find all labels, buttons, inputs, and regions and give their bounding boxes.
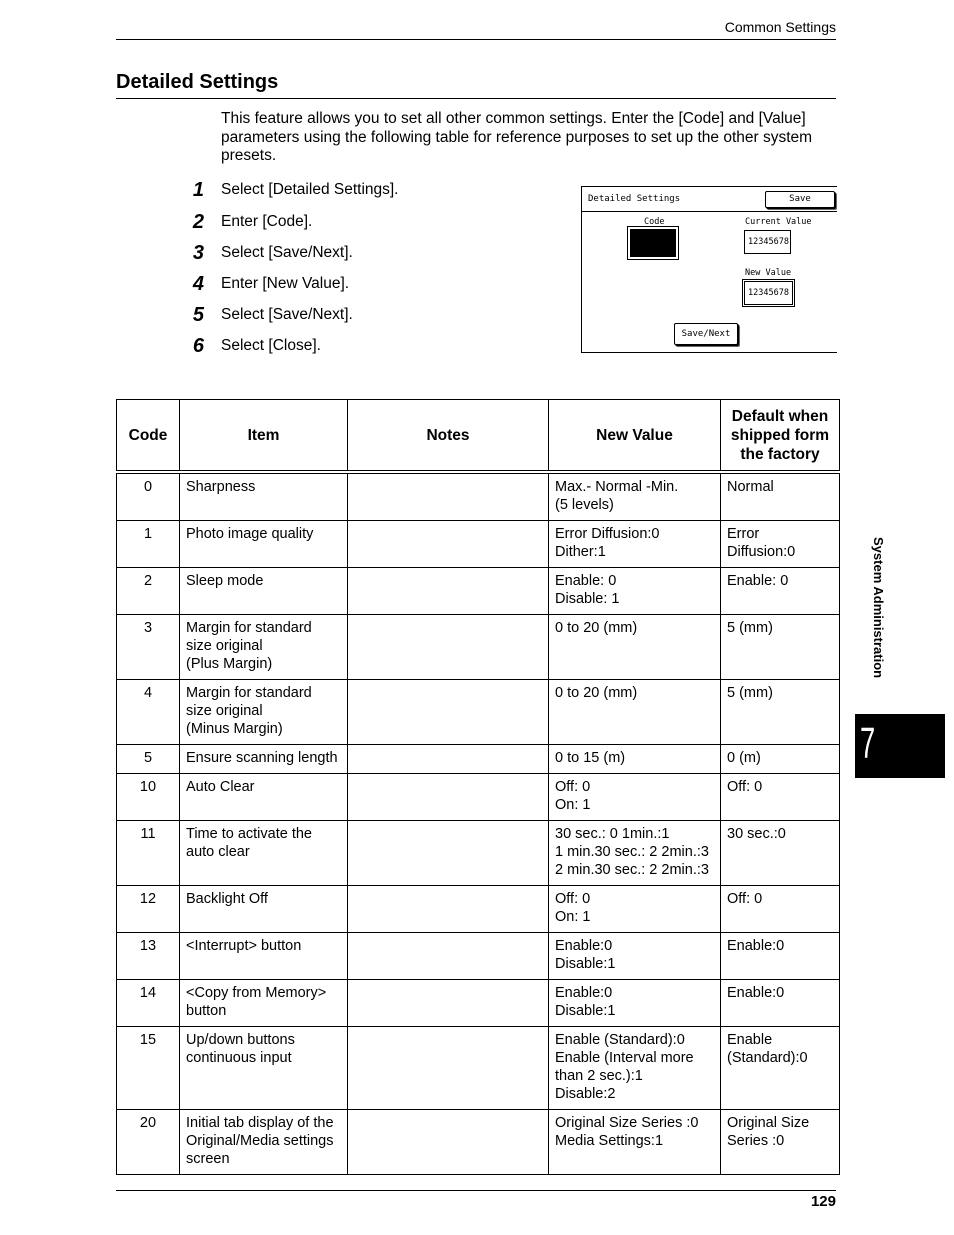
- step-text: Select [Save/Next].: [221, 244, 353, 261]
- new-value-field[interactable]: 12345678: [744, 281, 793, 305]
- code-cell: 0: [117, 472, 180, 521]
- item-cell: Sleep mode: [180, 568, 348, 615]
- default-cell: Enable:0: [721, 980, 840, 1027]
- default-cell: 0 (m): [721, 745, 840, 774]
- detailed-settings-screen: [581, 186, 837, 353]
- column-header: Code: [117, 400, 180, 473]
- side-label: [868, 537, 886, 707]
- step-number: 1: [192, 179, 204, 201]
- new-value-cell: 0 to 15 (m): [549, 745, 721, 774]
- table-row: [117, 821, 840, 886]
- step-text: Select [Save/Next].: [221, 306, 353, 323]
- chapter-tab: [855, 714, 945, 778]
- item-cell: Auto Clear: [180, 774, 348, 821]
- new-value-cell: Error Diffusion:0 Dither:1: [549, 521, 721, 568]
- item-cell: Up/down buttons continuous input: [180, 1027, 348, 1110]
- new-value-cell: Enable:0 Disable:1: [549, 980, 721, 1027]
- step-text: Enter [Code].: [221, 213, 313, 230]
- column-header: Item: [180, 400, 348, 473]
- default-cell: Original Size Series :0: [721, 1110, 840, 1175]
- code-cell: 2: [117, 568, 180, 615]
- intro-paragraph: This feature allows you to set all other common settings. Enter the [Code] and [Value] parameters using the following table for reference purposes to set up the other system presets.: [221, 110, 813, 164]
- current-value-label: Current Value: [745, 217, 812, 227]
- item-cell: <Copy from Memory> button: [180, 980, 348, 1027]
- screen-save-next-button[interactable]: Save/Next: [674, 323, 738, 345]
- code-cell: 20: [117, 1110, 180, 1175]
- table-row: [117, 980, 840, 1027]
- new-value-cell: Off: 0 On: 1: [549, 774, 721, 821]
- step-text: Select [Detailed Settings].: [221, 181, 399, 198]
- notes-cell: [348, 745, 549, 774]
- section-title: Detailed Settings: [116, 71, 279, 93]
- step-number: 5: [192, 304, 204, 326]
- chapter-number: 7: [860, 719, 876, 768]
- table-row: [117, 933, 840, 980]
- screen-save-button[interactable]: Save: [765, 191, 835, 208]
- default-cell: 30 sec.:0: [721, 821, 840, 886]
- table-row: [117, 1027, 840, 1110]
- new-value-label: New Value: [745, 268, 792, 278]
- item-cell: Sharpness: [180, 472, 348, 521]
- step-number: 4: [192, 273, 204, 295]
- notes-cell: [348, 774, 549, 821]
- default-cell: Error Diffusion:0: [721, 521, 840, 568]
- footer-rule: [116, 1190, 836, 1191]
- new-value-cell: Off: 0 On: 1: [549, 886, 721, 933]
- notes-cell: [348, 680, 549, 745]
- page-number: 129: [810, 1193, 836, 1210]
- table-row: [117, 886, 840, 933]
- code-cell: 1: [117, 521, 180, 568]
- notes-cell: [348, 821, 549, 886]
- item-cell: <Interrupt> button: [180, 933, 348, 980]
- step-number: 6: [192, 335, 204, 357]
- code-cell: 12: [117, 886, 180, 933]
- column-header: Default when shipped form the factory: [721, 400, 840, 473]
- table-row: [117, 745, 840, 774]
- default-cell: Normal: [721, 472, 840, 521]
- table-row: [117, 1110, 840, 1175]
- code-cell: 5: [117, 745, 180, 774]
- current-value-field: 12345678: [744, 230, 791, 254]
- new-value-cell: 30 sec.: 0 1min.:1 1 min.30 sec.: 2 2min.:3 2 min.30 sec.: 2 2min.:3: [549, 821, 721, 886]
- notes-cell: [348, 980, 549, 1027]
- default-cell: Enable (Standard):0: [721, 1027, 840, 1110]
- new-value-cell: Enable:0 Disable:1: [549, 933, 721, 980]
- new-value-cell: Enable: 0 Disable: 1: [549, 568, 721, 615]
- new-value-cell: Max.- Normal -Min. (5 levels): [549, 472, 721, 521]
- default-cell: 5 (mm): [721, 680, 840, 745]
- section-title-rule: [116, 98, 836, 99]
- table-header-row: [117, 400, 840, 473]
- notes-cell: [348, 1110, 549, 1175]
- step-text: Select [Close].: [221, 337, 321, 354]
- screen-title-rule: [582, 211, 837, 212]
- screen-title: Detailed Settings: [588, 194, 681, 204]
- table-row: [117, 680, 840, 745]
- item-cell: Margin for standard size original (Plus Margin): [180, 615, 348, 680]
- notes-cell: [348, 521, 549, 568]
- new-value-cell: 0 to 20 (mm): [549, 615, 721, 680]
- step-number: 3: [192, 242, 204, 264]
- step-number: 2: [192, 211, 204, 233]
- default-cell: Enable:0: [721, 933, 840, 980]
- table-row: [117, 774, 840, 821]
- header-rule: [116, 39, 836, 40]
- code-cell: 10: [117, 774, 180, 821]
- code-cell: 4: [117, 680, 180, 745]
- item-cell: Photo image quality: [180, 521, 348, 568]
- code-cell: 11: [117, 821, 180, 886]
- code-input[interactable]: [630, 229, 676, 257]
- default-cell: Off: 0: [721, 774, 840, 821]
- item-cell: Time to activate the auto clear: [180, 821, 348, 886]
- item-cell: Initial tab display of the Original/Media settings screen: [180, 1110, 348, 1175]
- side-label-text: System Administration: [871, 537, 886, 679]
- table-row: [117, 521, 840, 568]
- notes-cell: [348, 615, 549, 680]
- column-header: Notes: [348, 400, 549, 473]
- new-value-cell: Original Size Series :0 Media Settings:1: [549, 1110, 721, 1175]
- table-row: [117, 472, 840, 521]
- item-cell: Ensure scanning length: [180, 745, 348, 774]
- notes-cell: [348, 568, 549, 615]
- new-value-cell: 0 to 20 (mm): [549, 680, 721, 745]
- code-cell: 14: [117, 980, 180, 1027]
- code-cell: 15: [117, 1027, 180, 1110]
- notes-cell: [348, 933, 549, 980]
- item-cell: Margin for standard size original (Minus Margin): [180, 680, 348, 745]
- new-value-cell: Enable (Standard):0 Enable (Interval more than 2 sec.):1 Disable:2: [549, 1027, 721, 1110]
- notes-cell: [348, 472, 549, 521]
- code-cell: 13: [117, 933, 180, 980]
- notes-cell: [348, 1027, 549, 1110]
- default-cell: 5 (mm): [721, 615, 840, 680]
- notes-cell: [348, 886, 549, 933]
- column-header: New Value: [549, 400, 721, 473]
- code-cell: 3: [117, 615, 180, 680]
- code-label: Code: [644, 217, 665, 227]
- item-cell: Backlight Off: [180, 886, 348, 933]
- table-row: [117, 568, 840, 615]
- table-row: [117, 615, 840, 680]
- default-cell: Off: 0: [721, 886, 840, 933]
- running-header: Common Settings: [724, 19, 836, 35]
- settings-table: [116, 399, 840, 1175]
- step-text: Enter [New Value].: [221, 275, 350, 292]
- default-cell: Enable: 0: [721, 568, 840, 615]
